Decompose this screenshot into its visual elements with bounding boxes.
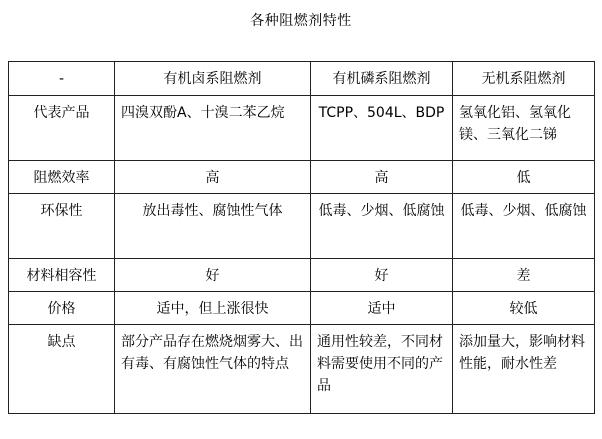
row-label: 价格 <box>9 292 115 325</box>
header-cell-inorganic: 无机系阻燃剂 <box>453 62 595 96</box>
table-cell: 好 <box>311 259 453 292</box>
table-cell: 高 <box>115 161 311 194</box>
table-row <box>9 292 595 325</box>
row-label: 材料相容性 <box>9 259 115 292</box>
table-cell: 低毒、少烟、低腐蚀 <box>453 194 595 259</box>
table-cell: 适中，但上涨很快 <box>115 292 311 325</box>
row-label: 缺点 <box>9 325 115 414</box>
header-cell-phosphorus: 有机磷系阻燃剂 <box>311 62 453 96</box>
table-row <box>9 96 595 161</box>
table-cell: 低毒、少烟、低腐蚀 <box>311 194 453 259</box>
table-cell: 较低 <box>453 292 595 325</box>
table-cell: 通用性较差，不同材料需要使用不同的产品 <box>311 325 453 414</box>
header-cell-corner: - <box>9 62 115 96</box>
table-cell: 高 <box>311 161 453 194</box>
header-cell-halogen: 有机卤系阻燃剂 <box>115 62 311 96</box>
table-row <box>9 325 595 414</box>
table-cell: 部分产品存在燃烧烟雾大、出有毒、有腐蚀性气体的特点 <box>115 325 311 414</box>
table-cell: 好 <box>115 259 311 292</box>
table-cell: 放出毒性、腐蚀性气体 <box>115 194 311 259</box>
table-row <box>9 161 595 194</box>
table-header-row <box>9 62 595 96</box>
table-cell: 低 <box>453 161 595 194</box>
comparison-table <box>8 61 595 414</box>
row-label: 环保性 <box>9 194 115 259</box>
table-cell: 四溴双酚A、十溴二苯乙烷 <box>115 96 311 161</box>
table-cell: 氢氧化铝、氢氧化镁、三氧化二锑 <box>453 96 595 161</box>
table-cell: TCPP、504L、BDP <box>311 96 453 161</box>
page-title: 各种阻燃剂特性 <box>250 13 352 29</box>
table-row <box>9 259 595 292</box>
table-cell: 适中 <box>311 292 453 325</box>
table-row <box>9 194 595 259</box>
row-label: 阻燃效率 <box>9 161 115 194</box>
table-cell: 差 <box>453 259 595 292</box>
table-cell: 添加量大，影响材料性能，耐水性差 <box>453 325 595 414</box>
row-label: 代表产品 <box>9 96 115 161</box>
